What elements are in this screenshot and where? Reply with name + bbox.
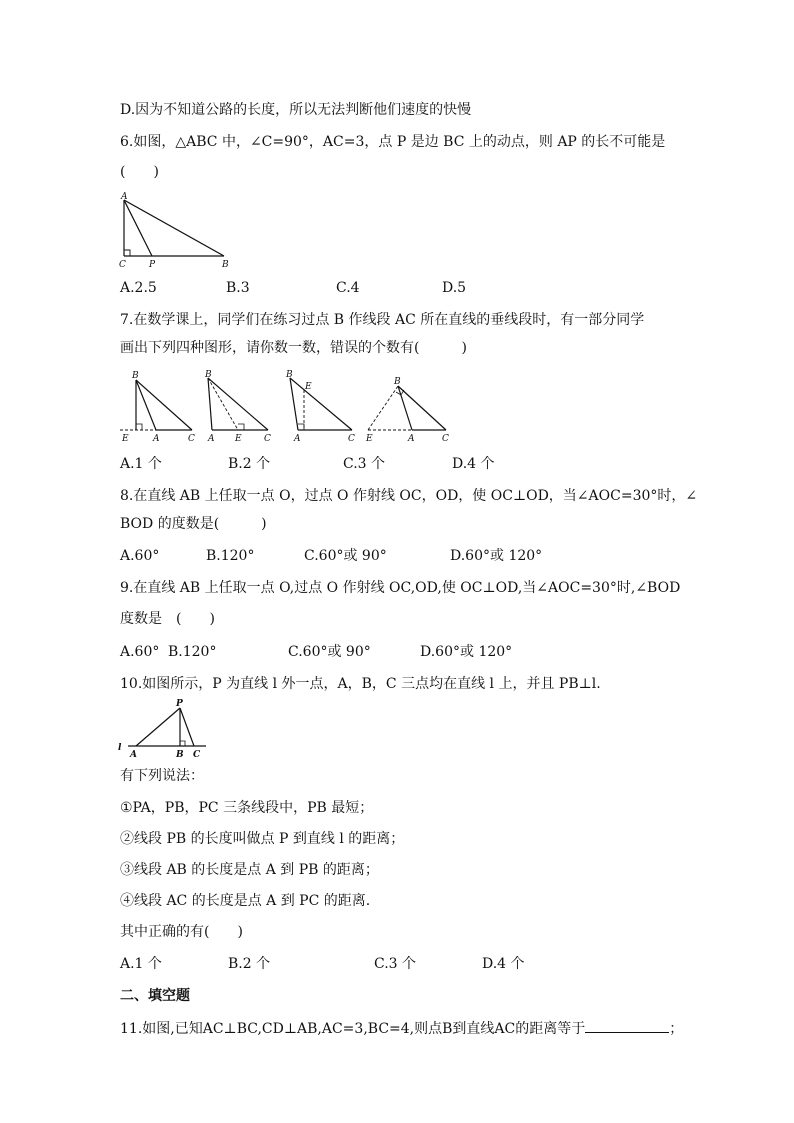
q10-question: 其中正确的有( ) bbox=[120, 924, 243, 940]
q6-label-c: C bbox=[119, 260, 126, 270]
svg-text:E: E bbox=[235, 434, 242, 444]
q6-right-angle-mark bbox=[124, 250, 130, 256]
q10-option-c[interactable]: C.3 个 bbox=[374, 956, 417, 972]
q10-stem: 10.如图所示，P 为直线 l 外一点，A，B，C 三点均在直线 l 上，并且 PB⊥l. bbox=[120, 676, 601, 692]
q10-statement-2: ②线段 PB 的长度叫做点 P 到直线 l 的距离； bbox=[120, 831, 405, 847]
svg-text:A: A bbox=[130, 750, 137, 760]
q6-label-a: A bbox=[121, 192, 128, 202]
svg-text:B: B bbox=[132, 371, 139, 381]
q10-option-b[interactable]: B.2 个 bbox=[228, 956, 271, 972]
q5-option-d: D.因为不知道公路的长度，所以无法判断他们速度的快慢 bbox=[120, 102, 472, 118]
q7-figure-1 bbox=[120, 371, 195, 444]
q6-stem-line2: ( ) bbox=[120, 164, 159, 180]
q6-stem-line1: 6.如图，△ABC 中，∠C=90°，AC=3，点 P 是边 BC 上的动点，则 AP 的长不可能是 bbox=[120, 134, 666, 150]
q6-option-c[interactable]: C.4 bbox=[336, 280, 360, 296]
q11-stem-line bbox=[120, 1018, 683, 1039]
svg-text:B: B bbox=[176, 750, 184, 760]
svg-text:B: B bbox=[286, 370, 293, 380]
q6-option-a[interactable]: A.2.5 bbox=[120, 280, 157, 296]
q7-stem-line1: 7.在数学课上，同学们在练习过点 B 作线段 AC 所在直线的垂线段时，有一部分同学 bbox=[120, 312, 645, 328]
svg-text:A: A bbox=[294, 434, 301, 444]
q8-stem-line2: BOD 的度数是( ) bbox=[120, 516, 267, 532]
svg-text:C: C bbox=[188, 434, 195, 444]
q6-label-p: P bbox=[149, 260, 156, 270]
svg-text:E: E bbox=[305, 382, 312, 392]
q9-option-d[interactable]: D.60°或 120° bbox=[420, 644, 513, 660]
svg-text:l: l bbox=[118, 743, 122, 753]
svg-text:B: B bbox=[394, 377, 401, 387]
q11-tail: ； bbox=[669, 1021, 684, 1037]
svg-text:P: P bbox=[176, 699, 183, 709]
q10-option-a[interactable]: A.1 个 bbox=[120, 956, 162, 972]
q7-option-c[interactable]: C.3 个 bbox=[343, 456, 386, 472]
q7-figure-4 bbox=[365, 377, 449, 444]
q7-stem-line2: 画出下列四种图形，请你数一数，错误的个数有( ) bbox=[120, 340, 467, 356]
svg-text:C: C bbox=[348, 434, 355, 444]
q6-option-b[interactable]: B.3 bbox=[226, 280, 250, 296]
q11-answer-blank[interactable] bbox=[585, 1018, 669, 1033]
svg-text:C: C bbox=[264, 434, 271, 444]
svg-text:B: B bbox=[205, 370, 212, 380]
q7-option-d[interactable]: D.4 个 bbox=[452, 456, 495, 472]
q11-stem: 11.如图,已知AC⊥BC,CD⊥AB,AC=3,BC=4,则点B到直线AC的距离等于 bbox=[120, 1021, 586, 1037]
q8-option-d[interactable]: D.60°或 120° bbox=[450, 548, 543, 564]
q9-stem-line2: 度数是 ( ) bbox=[120, 611, 215, 627]
q7-figure-2 bbox=[204, 370, 271, 444]
q10-option-d[interactable]: D.4 个 bbox=[482, 956, 525, 972]
q10-intro: 有下列说法： bbox=[120, 768, 204, 784]
q7-figure-3 bbox=[285, 370, 355, 444]
q10-statement-4: ④线段 AC 的长度是点 A 到 PC 的距离. bbox=[120, 893, 371, 909]
svg-text:C: C bbox=[442, 434, 449, 444]
q10-segment-pa bbox=[136, 708, 180, 746]
q9-stem-line1: 9.在直线 AB 上任取一点 O,过点 O 作射线 OC,OD,使 OC⊥OD,当∠AOC=30°时,∠BOD bbox=[120, 580, 681, 596]
q8-option-c[interactable]: C.60°或 90° bbox=[304, 548, 387, 564]
q6-side-ab bbox=[124, 200, 224, 256]
q6-figure-triangle bbox=[114, 190, 234, 270]
q10-statement-1: ①PA，PB，PC 三条线段中，PB 最短； bbox=[120, 800, 374, 816]
q9-option-b[interactable]: B.120° bbox=[168, 644, 217, 660]
svg-text:E: E bbox=[122, 434, 129, 444]
q6-label-b: B bbox=[222, 260, 229, 270]
q10-statement-3: ③线段 AB 的长度是点 A 到 PB 的距离； bbox=[120, 862, 379, 878]
q7-option-a[interactable]: A.1 个 bbox=[120, 456, 162, 472]
q9-option-a[interactable]: A.60° bbox=[120, 644, 160, 660]
svg-text:A: A bbox=[153, 434, 160, 444]
svg-text:A: A bbox=[408, 434, 415, 444]
section-title-fill-in: 二、填空题 bbox=[120, 988, 190, 1004]
q10-segment-pc bbox=[180, 708, 194, 746]
q7-figures bbox=[116, 368, 450, 446]
q8-stem-line1: 8.在直线 AB 上任取一点 O，过点 O 作射线 OC，OD，使 OC⊥OD，当∠AOC=30°时，∠ bbox=[120, 488, 698, 504]
q6-option-d[interactable]: D.5 bbox=[442, 280, 467, 296]
q8-option-b[interactable]: B.120° bbox=[206, 548, 255, 564]
svg-text:A: A bbox=[208, 434, 215, 444]
q10-right-angle-mark bbox=[180, 741, 185, 746]
svg-text:C: C bbox=[193, 750, 201, 760]
svg-text:E: E bbox=[366, 434, 373, 444]
q9-option-c[interactable]: C.60°或 90° bbox=[288, 644, 371, 660]
q8-option-a[interactable]: A.60° bbox=[120, 548, 160, 564]
q10-figure bbox=[114, 696, 214, 762]
q7-option-b[interactable]: B.2 个 bbox=[228, 456, 271, 472]
